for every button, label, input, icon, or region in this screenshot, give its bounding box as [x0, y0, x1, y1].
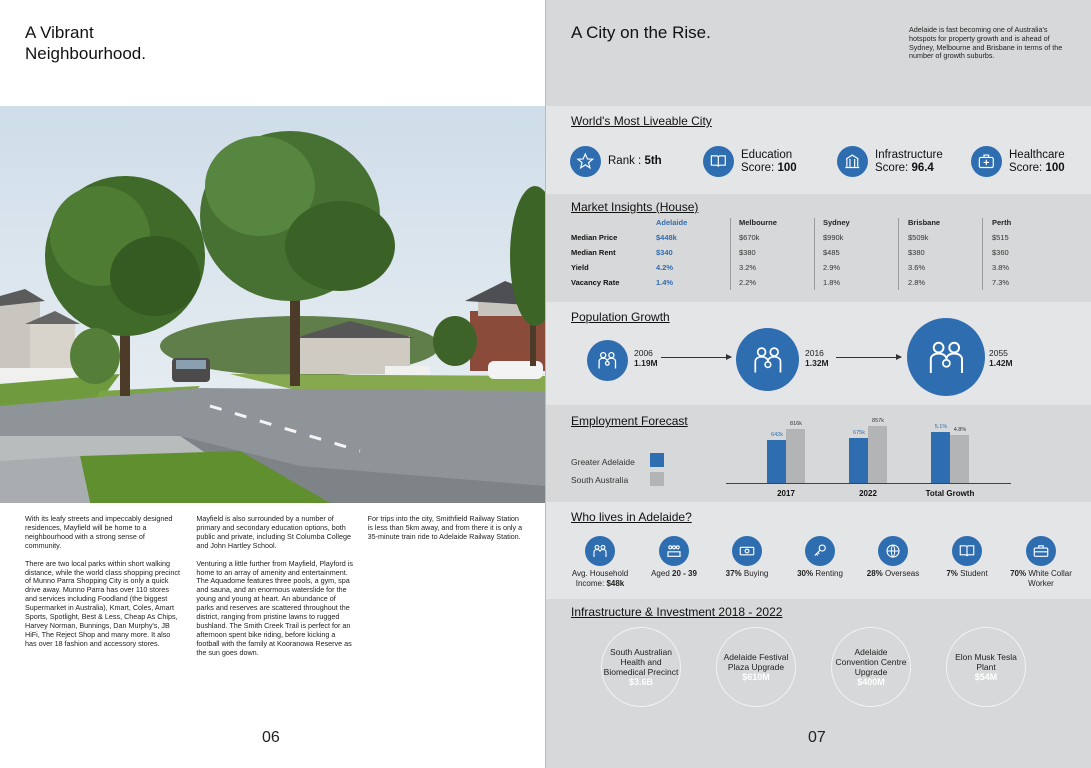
text-column-2	[196, 515, 353, 667]
section-title-infrastructure: Infrastructure & Investment 2018 - 2022	[571, 605, 783, 619]
project-name: South Australian Health and Biomedical Precinct	[603, 647, 679, 677]
who-text: Buying	[741, 569, 769, 578]
project-value: $610M	[742, 672, 770, 682]
x-tick-label: 2022	[859, 489, 877, 498]
family-icon	[736, 328, 799, 391]
row-label: Vacancy Rate	[571, 278, 620, 287]
section-title-employment: Employment Forecast	[571, 414, 688, 428]
infrastructure-score: 96.4	[911, 161, 934, 174]
table-cell: 1.8%	[823, 278, 841, 287]
chart-bar	[931, 432, 950, 483]
section-title-who: Who lives in Adelaide?	[571, 510, 692, 524]
family-icon	[907, 318, 985, 396]
investment-circle	[716, 627, 796, 707]
x-tick-label: Total Growth	[925, 489, 975, 498]
book-icon	[952, 536, 982, 566]
who-value: 30%	[797, 569, 814, 578]
city-header: Melbourne	[739, 218, 777, 227]
who-item	[707, 536, 787, 579]
population-2016	[805, 348, 829, 368]
healthcare-score: 100	[1045, 161, 1065, 174]
column-divider	[898, 218, 899, 290]
who-value: 7%	[946, 569, 958, 578]
infrastructure-item	[837, 146, 943, 177]
population-2055	[989, 348, 1013, 368]
data-label: 4.8%	[953, 427, 967, 433]
table-cell: $990k	[823, 233, 844, 242]
project-value: $3.6B	[628, 677, 654, 687]
column-divider	[982, 218, 983, 290]
rank-item	[570, 146, 662, 177]
text-column-3	[368, 515, 525, 667]
table-cell: 3.6%	[908, 263, 926, 272]
people-icon	[659, 536, 689, 566]
year-label: 2016	[805, 348, 824, 358]
population-value: 1.32M	[805, 358, 829, 368]
who-text: Student	[957, 569, 988, 578]
table-cell: 2.2%	[739, 278, 757, 287]
star-icon	[570, 146, 601, 177]
chart-bar	[786, 429, 805, 483]
legend-swatch	[650, 472, 664, 486]
paragraph: For trips into the city, Smithfield Railway Station is less than 5km away, and from there it is only a 35-minute train ride to Adelaide Railway Station.	[367, 514, 523, 541]
who-item	[560, 536, 640, 588]
legend-swatch	[650, 453, 664, 467]
education-score: 100	[777, 161, 797, 174]
left-page	[0, 0, 545, 768]
data-label: 816k	[790, 420, 802, 427]
project-name: Adelaide Convention Centre Upgrade	[835, 647, 907, 677]
family-icon	[585, 536, 615, 566]
text-column-1	[25, 515, 182, 667]
paragraph: Venturing a little further from Mayfield, Playford is home to an array of amenity and entertainment. The Aquadome features three pools, a gym, spa and sauna, and an enormous waterslide for the young and young at heart. An abundance of parks and reserves are scattered throughout the district, ranging from pristine lawns to rugged bushland. The Smith Creek Trail is perfect for an afternoon spent bike riding, before kicking a football with the family at Kooranowa Reserve as the sun goes down.	[196, 558, 353, 657]
right-page	[545, 0, 1091, 768]
section-title-liveable: World's Most Liveable City	[571, 114, 712, 128]
population-2006	[634, 348, 658, 368]
population-value: 1.19M	[634, 358, 658, 368]
education-item	[703, 146, 797, 177]
data-label: 5.1%	[934, 424, 948, 430]
investment-circle	[831, 627, 911, 707]
who-item	[927, 536, 1007, 579]
table-cell: 3.8%	[992, 263, 1010, 272]
data-label: 642k	[771, 432, 783, 439]
family-icon	[587, 340, 628, 381]
building-icon	[837, 146, 868, 177]
legend-label: South Australia	[571, 475, 629, 485]
city-header: Sydney	[823, 218, 850, 227]
legend-label: Greater Adelaide	[571, 457, 635, 467]
chart-bar	[868, 426, 887, 483]
page-title	[25, 22, 146, 64]
who-text: White Collar Worker	[1026, 569, 1072, 588]
data-label: 857k	[872, 417, 884, 424]
table-cell: 2.8%	[908, 278, 926, 287]
page-number: 06	[262, 729, 280, 746]
population-value: 1.42M	[989, 358, 1013, 368]
column-divider	[814, 218, 815, 290]
page-title: A City on the Rise.	[571, 23, 711, 42]
arrow-icon	[661, 357, 731, 358]
who-item	[780, 536, 860, 579]
healthcare-label: Healthcare	[1009, 148, 1065, 161]
city-header: Brisbane	[908, 218, 941, 227]
row-label: Yield	[571, 263, 589, 272]
who-text: Avg. Household Income:	[571, 569, 629, 588]
who-value: 20 - 39	[672, 569, 697, 578]
education-label: Education	[741, 148, 793, 161]
table-cell: $509k	[908, 233, 929, 242]
score-label: Score:	[875, 161, 912, 174]
score-label: Score:	[1009, 161, 1046, 174]
who-item	[1001, 536, 1081, 588]
paragraph: Mayfield is also surrounded by a number of primary and secondary education options, both public and private, including St Columba College and John Hartley School.	[196, 514, 351, 550]
book-icon	[703, 146, 734, 177]
score-label: Score:	[741, 161, 778, 174]
table-cell: $380	[739, 248, 756, 257]
globe-icon	[878, 536, 908, 566]
money-icon	[732, 536, 762, 566]
table-cell: $340	[656, 248, 673, 257]
who-text: Overseas	[882, 569, 920, 578]
row-label: Median Price	[571, 233, 618, 242]
table-cell: 2.9%	[823, 263, 841, 272]
project-name: Adelaide Festival Plaza Upgrade	[723, 652, 789, 672]
year-label: 2055	[989, 348, 1008, 358]
project-value: $400M	[857, 677, 885, 687]
city-header: Adelaide	[656, 218, 688, 227]
body-text	[25, 515, 525, 667]
table-cell: $448k	[656, 233, 677, 242]
city-header: Perth	[992, 218, 1012, 227]
section-title-population: Population Growth	[571, 310, 670, 324]
investment-circle	[601, 627, 681, 707]
who-value: $48k	[606, 578, 625, 588]
who-value: 70%	[1010, 569, 1027, 578]
street-photo	[0, 106, 545, 503]
who-value: 28%	[866, 569, 883, 578]
who-item	[634, 536, 714, 579]
rank-value: 5th	[644, 155, 662, 167]
healthcare-item	[971, 146, 1065, 177]
table-cell: $360	[992, 248, 1009, 257]
table-cell: 3.2%	[739, 263, 757, 272]
infrastructure-label: Infrastructure	[875, 148, 943, 161]
column-divider	[730, 218, 731, 290]
data-label: 675k	[853, 430, 865, 436]
project-value: $54M	[974, 672, 998, 682]
rank-label: Rank :	[608, 155, 645, 167]
table-cell: 1.4%	[656, 278, 674, 287]
arrow-icon	[836, 357, 901, 358]
table-cell: $380	[908, 248, 925, 257]
title-line-1: A Vibrant	[25, 23, 94, 42]
medical-kit-icon	[971, 146, 1002, 177]
who-text: Renting	[813, 569, 843, 578]
chart-baseline	[726, 483, 1011, 484]
row-label: Median Rent	[571, 248, 616, 257]
table-cell: 7.3%	[992, 278, 1010, 287]
year-label: 2006	[634, 348, 653, 358]
who-text: Aged	[651, 569, 672, 578]
page-number: 07	[808, 729, 826, 746]
section-title-market: Market Insights (House)	[571, 200, 699, 214]
who-value: 37%	[725, 569, 742, 578]
key-icon	[805, 536, 835, 566]
table-cell: $670k	[739, 233, 760, 242]
who-item	[853, 536, 933, 579]
table-cell: $515	[992, 233, 1009, 242]
paragraph: There are two local parks within short walking distance, while the world class shopping precinct of Munno Parra Shopping City is only a quick drive away. Munno Parra has over 110 stores and services including Foodland (the biggest Supermarket in Australia), Kmart, Coles, Amart Sports, Spotlight, Best & Less, Cheap As Chips, Harvey Norman, Bunnings, Dan Murphy's, JB HiFi, The Reject Shop and many more. It also has over 18 fashion and accessory stores.	[25, 558, 181, 648]
briefcase-icon	[1026, 536, 1056, 566]
table-cell: 4.2%	[656, 263, 674, 272]
chart-bar	[767, 440, 786, 483]
x-tick-label: 2017	[777, 489, 795, 498]
table-cell: $485	[823, 248, 840, 257]
paragraph: With its leafy streets and impeccably designed residences, Mayfield will be home to a neighbourhood with a strong sense of community.	[25, 514, 173, 550]
project-name: Elon Musk Tesla Plant	[955, 652, 1017, 672]
title-line-2: Neighbourhood.	[25, 44, 146, 63]
chart-bar	[950, 435, 969, 483]
intro-text: Adelaide is fast becoming one of Australia's hotspots for property growth and is ahead of Sydney, Melbourne and Brisbane in terms of the number of growth suburbs.	[909, 25, 1063, 61]
chart-bar	[849, 438, 868, 483]
investment-circle	[946, 627, 1026, 707]
